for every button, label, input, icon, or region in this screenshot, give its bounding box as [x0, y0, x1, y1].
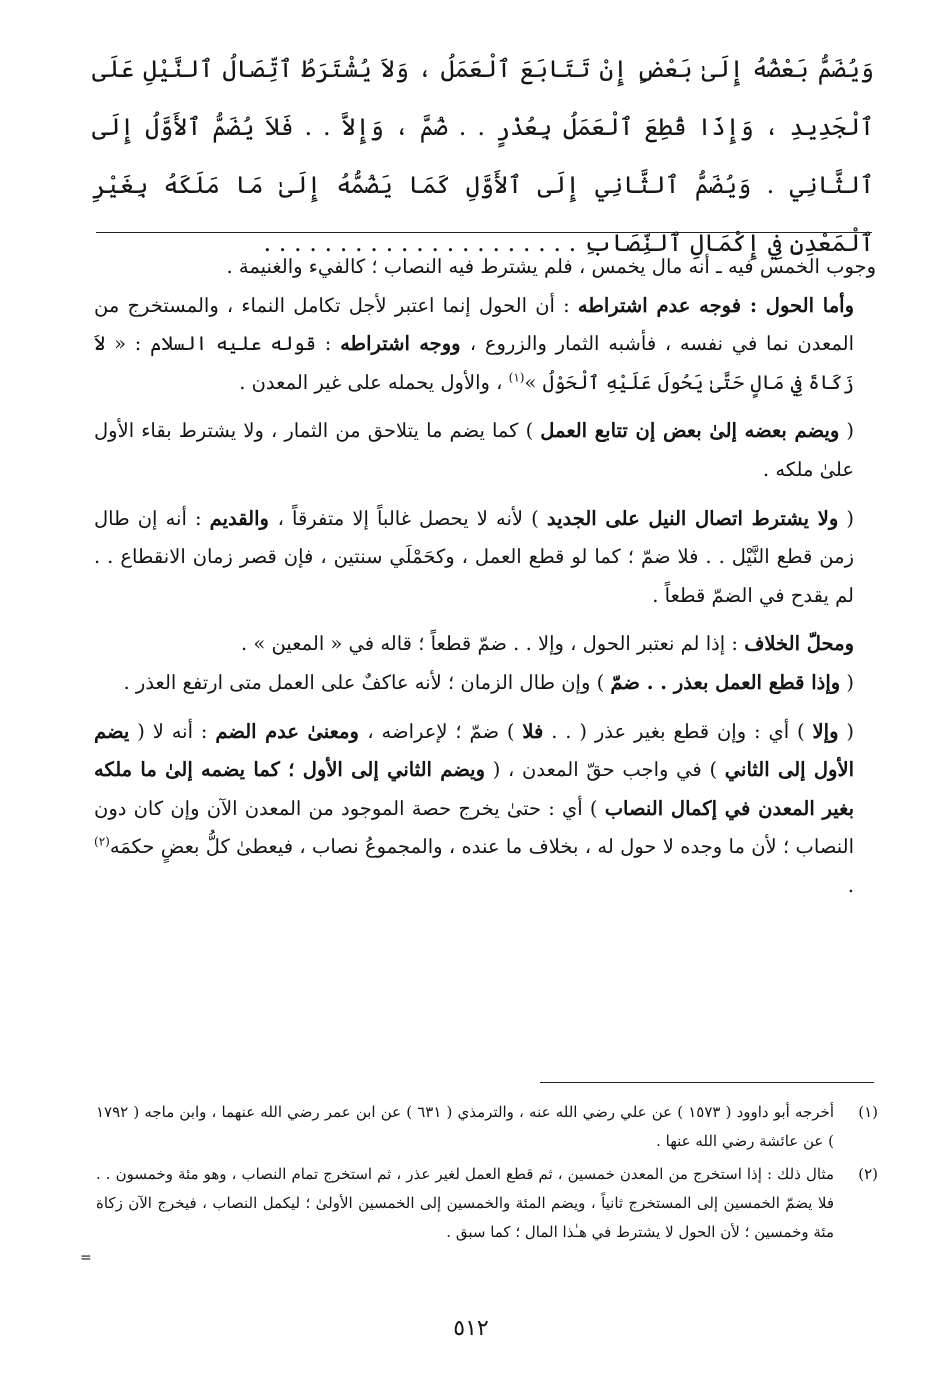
page-number: ٥١٢: [453, 1316, 489, 1341]
bracket: (: [838, 719, 855, 743]
commentary-heading: والقديم: [209, 506, 278, 530]
bracket: (: [838, 506, 855, 530]
footnote-text: مثال ذلك : إذا استخرج من المعدن خمسين ، ثم قطع العمل لغير عذر ، ثم استخرج تمام النصاب ، وهو مئة وخمسون . . فلا يضمّ الخمسين إلى المستخرج ثانياً ، ويضم المئة والخمسين إلى الخمسين الأولىٰ ؛ ليكمل النصاب ، فيخرج الآن زكاة مئة وخمسين ؛ لأن الحول لا يشترط في هـٰذا المال ؛ كما سبق .: [96, 1165, 834, 1241]
commentary-paragraph-7: [94, 713, 876, 906]
commentary-heading: ووجه اشتراطه: [340, 332, 470, 356]
matn-quote: ويضم بعضه إلىٰ بعض إن تتابع العمل: [540, 419, 840, 443]
commentary-text: ) ضمّ ؛ لإعراضه ،: [367, 719, 523, 743]
footnote-number: (٢): [858, 1165, 878, 1183]
commentary-text: ) وإن طال الزمان ؛ لأنه عاكفٌ على العمل متى ارتفع العذر .: [123, 670, 611, 694]
bracket: (: [840, 670, 854, 694]
commentary-text: .: [847, 873, 854, 897]
footnote-text: أخرجه أبو داوود ( ١٥٧٣ ) عن علي رضي الله عنه ، والترمذي ( ٦٣١ ) عن ابن عمر رضي الله عنهما ، وابن ماجه ( ١٧٩٢ ) عن عائشة رضي الله عنها .: [96, 1103, 834, 1150]
footnote-number: (١): [858, 1103, 878, 1121]
commentary-text: : إذا لم نعتبر الحول ، وإلا . . ضمّ قطعاً ؛ قاله في « المعين » .: [240, 632, 745, 656]
footnote-separator-rule: [540, 1082, 874, 1083]
commentary-text: ) أي : حتىٰ يخرج حصة الموجود من المعدن الآن وإن كان دون النصاب ؛ لأن ما وجده لا حول له ، بخلاف ما عنده ، والمجموعُ نصاب ، فيعطىٰ كلُّ بعضٍ حكمَه: [94, 796, 854, 859]
matn-text: وَيُضَمُّ بَعْضُهُ إِلَىٰ بَعْضٍ إِنْ تَتَابَعَ ٱلْعَمَلُ ، وَلاَ يُشْتَرَطُ ٱتِّصَالُ ٱلنَّيْلِ عَلَى ٱلْجَدِيدِ ، وَإِذَا قُطِعَ ٱلْعَمَلُ بِعُذْرٍ . . ضُمَّ ، وَإِلاَّ . . فَلاَ يُضَمُّ ٱلأَوَّلُ إِلَى ٱلثَّانِي . وَيُضَمُّ ٱلثَّانِي إِلَى ٱلأَوَّلِ كَمَا يَضُمُّهُ إِلَىٰ مَا مَلَكَهُ بِغَيْرِ ٱلْمَعْدِنِ فِي إِكْمَالِ ٱلنِّصَابِ . . . . . . . . . . . . . . . . . . . . .: [92, 55, 874, 257]
matn-quote: وإذا قطع العمل بعذر . . ضمّ: [610, 670, 841, 694]
bracket: (: [839, 419, 855, 443]
commentary-paragraph-4: [94, 500, 876, 616]
matn-quote: وإلا: [812, 719, 839, 743]
commentary-text: : أنه إن طال زمن قطع النَّيْل . . فلا ضمّ ؛ كما لو قطع العمل ، وكحَمْلَي سنتين ، فإن قصر زمان الانقطاع . . لم يقدح في الضمّ قطعاً .: [94, 506, 854, 607]
footnote-ref-2[interactable]: (٢): [94, 834, 110, 849]
footnotes: [96, 1098, 878, 1251]
footnote-2: [96, 1160, 878, 1247]
commentary-paragraph-5: [94, 625, 876, 664]
commentary-text: ) كما يضم ما يتلاحق من الثمار ، ولا يشترط بقاء الأول علىٰ ملكه .: [94, 419, 854, 481]
commentary-text: ، والأول يحمله على غير المعدن .: [239, 370, 509, 394]
commentary-text: وجوب الخمس فيه ـ أنه مال يخمس ، فلم يشترط فيه النصاب ؛ كالفيء والغنيمة .: [226, 255, 876, 278]
commentary-paragraph-3: [94, 412, 876, 489]
commentary-text: : أن الحول إنما اعتبر لأجل تكامل النماء ، والمستخرج من المعدن نما في نفسه ، فأشبه الثمار والزروع ،: [94, 293, 854, 356]
footnote-1: [96, 1098, 878, 1156]
commentary-heading: ومعنىٰ عدم الضم: [215, 719, 368, 743]
commentary-text: ) لأنه لا يحصل غالباً إلا متفرقاً ،: [277, 506, 547, 530]
commentary-block: [94, 248, 876, 906]
matn-quote: ولا يشترط اتصال النيل على الجديد: [546, 506, 839, 530]
commentary-paragraph-2: [94, 287, 876, 403]
commentary-paragraph-6: [94, 664, 876, 703]
commentary-heading: وأما الحول : فوجه عدم اشتراطه: [577, 293, 854, 317]
commentary-heading: ومحلّ الخلاف: [744, 632, 854, 656]
hadith-quote: : قوله عليه السلام : « لاَ زَكَاةَ فِي مَالٍ حَتَّىٰ يَحُولَ عَلَيْهِ ٱلْحَوْلُ »: [94, 332, 854, 394]
commentary-text: : أنه لا (: [129, 719, 216, 743]
footnote-ref-1[interactable]: (١): [508, 370, 525, 385]
continuation-marker: =: [80, 1250, 92, 1266]
matn-quote: ويضم الثاني إلى الأول ؛ كما يضمه إلىٰ ما ملكه بغير المعدن في إكمال النصاب: [94, 758, 854, 820]
commentary-paragraph-1: [94, 248, 876, 287]
commentary-text: ) أي : وإن قطع بغير عذر ( . .: [543, 719, 813, 743]
matn-quote: يضم الأول إلى الثاني: [94, 719, 854, 782]
commentary-text: ) في واجب حقّ المعدن ، (: [485, 758, 725, 782]
matn-separator-rule: [96, 232, 872, 233]
matn-quote: فلا: [522, 719, 544, 743]
